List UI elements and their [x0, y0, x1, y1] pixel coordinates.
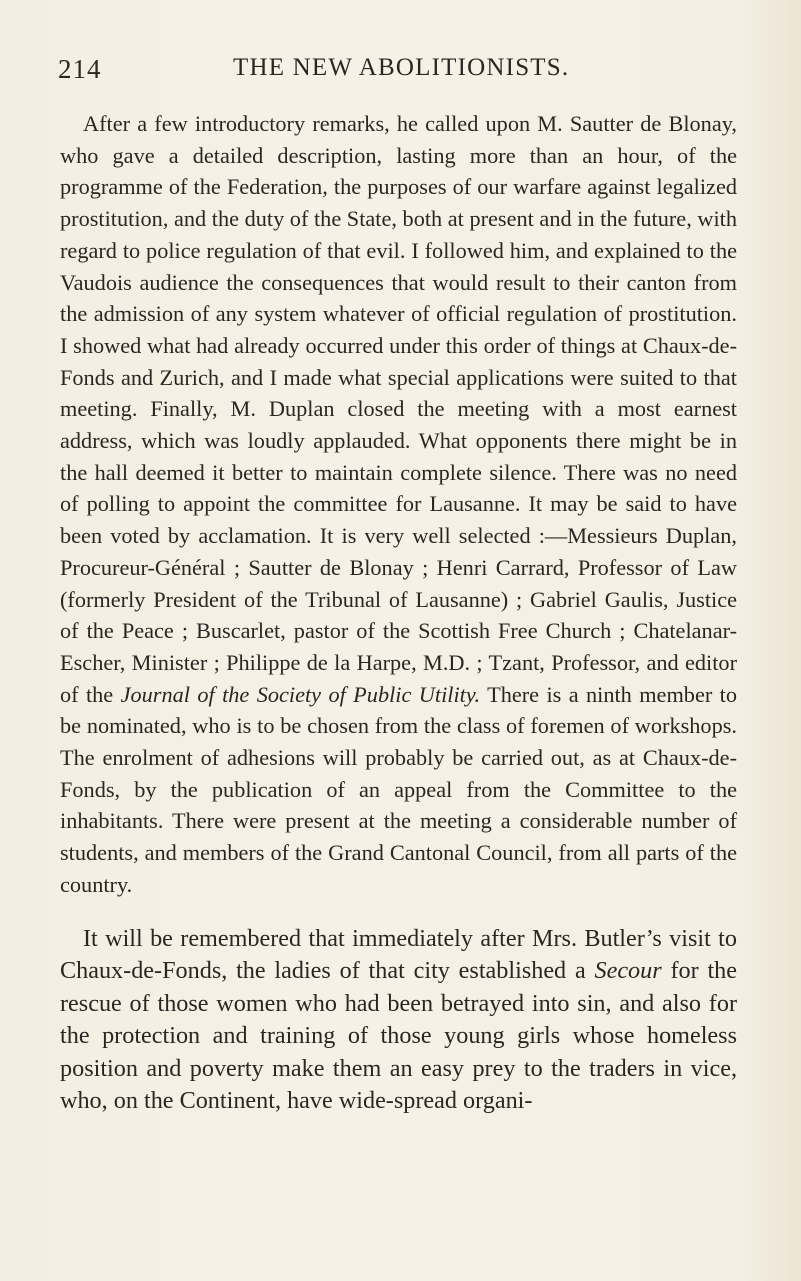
page-number: 214 — [58, 54, 102, 84]
paragraph-2-text-end: for the rescue of those women who had been betrayed into sin, and also for the protection and training of those young girls whose homeless position and poverty make them an easy prey to the traders in vice, who, on the Continent, have wide-spread organi- — [60, 957, 737, 1115]
body-text — [60, 108, 737, 1118]
running-title: THE NEW ABOLITIONISTS. — [233, 54, 570, 81]
paragraph-2 — [60, 923, 737, 1118]
paragraph-1-text-end: There is a ninth member to be nominated, who is to be chosen from the class of foremen of workshops. The enrolment of adhesions will probably be carried out, as at Chaux-de-Fonds, by the publication of an appeal from the Committee to the inhabitants. There were present at the meeting a considerable number of students, and members of the Grand Cantonal Council, from all parts of the country. — [60, 681, 737, 897]
paragraph-2-text: It will be remembered that immediately after Mrs. Butler’s visit to Chaux-de-Fonds, the ladies of that city established a — [60, 924, 737, 985]
paragraph-1 — [60, 108, 737, 901]
journal-title-italic: Journal of the Society of Public Utility. — [120, 681, 481, 707]
paragraph-1-text: After a few introductory remarks, he called upon M. Sautter de Blonay, who gave a detailed description, lasting more than an hour, of the programme of the Federation, the purposes of our warfare against legalized prostitution, and the duty of the State, both at present and in the future, with regard to police regulation of that evil. I followed him, and explained to the Vaudois audience the consequences that would result to their canton from the admission of any system whatever of official regulation of prostitution. I showed what had already occurred under this order of things at Chaux-de-Fonds and Zurich, and I made what special applications were suited to that meeting. Finally, M. Duplan closed the meeting with a most earnest address, which was loudly applauded. What opponents there might be in the hall deemed it better to maintain complete silence. There was no need of polling to appoint the committee for Lausanne. It may be said to have been voted by acclamation. It is very well selected :—Messieurs Duplan, Procureur-Général ; Sautter de Blonay ; Henri Carrard, Professor of Law (formerly President of the Tribunal of Lausanne) ; Gabriel Gaulis, Justice of the Peace ; Buscarlet, pastor of the Scottish Free Church ; Chatelanar-Escher, Minister ; Philippe de la Harpe, M.D. ; Tzant, Professor, and editor of the — [60, 111, 737, 707]
secour-italic: Secour — [594, 957, 662, 985]
running-head — [58, 54, 738, 88]
